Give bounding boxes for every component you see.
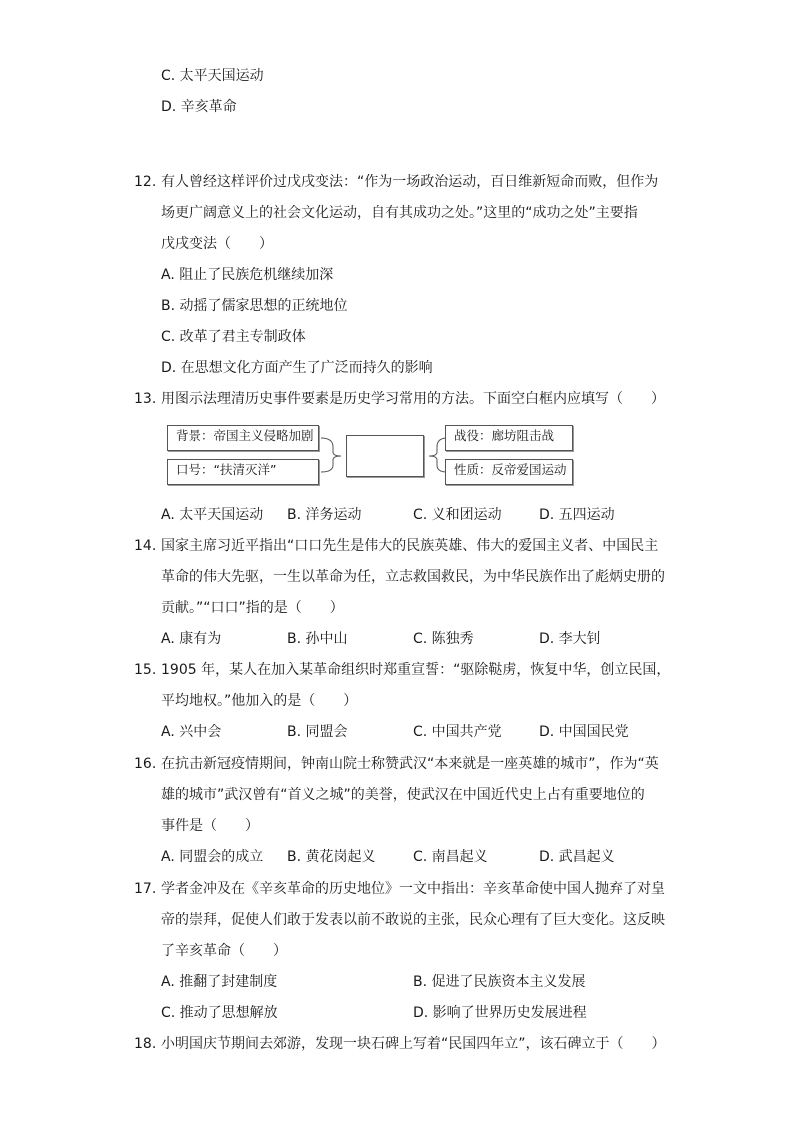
q12-stem-line: 场更广阔意义上的社会文化运动，自有其成功之处。”这里的“成功之处”主要指 (161, 205, 638, 221)
q18-number: 18. (134, 1036, 157, 1052)
q13-diagram (163, 423, 577, 489)
left-brace (319, 423, 349, 489)
q11-option-d: D. 辛亥革命 (161, 99, 237, 115)
q12-stem-line: 有人曾经这样评价过戊戌变法：“作为一场政治运动，百日维新短命而败，但作为 (161, 174, 659, 190)
q13-stem-line: 用图示法理清历史事件要素是历史学习常用的方法。下面空白框内应填写（ ） (161, 391, 665, 407)
q16-stem-line: 事件是（ ） (161, 818, 259, 834)
q14-option-c: C. 陈独秀 (413, 631, 474, 647)
q17-stem-line: 帝的崇拜，促使人们敢于发表以前不敢说的主张，民众心理有了巨大变化。这反映 (161, 912, 665, 928)
q13-option-d: D. 五四运动 (539, 507, 615, 523)
q16-stem-line: 雄的城市”武汉曾有“首义之城”的美誉，使武汉在中国近代史上占有重要地位的 (161, 787, 645, 803)
q15-number: 15. (134, 662, 157, 678)
q12-option-d: D. 在思想文化方面产生了广泛而持久的影响 (161, 360, 433, 376)
q17-option-a: A. 推翻了封建制度 (161, 974, 278, 990)
diagram-nature-box: 性质：反帝爱国运动 (445, 459, 573, 485)
q16-option-b: B. 黄花岗起义 (287, 849, 376, 865)
q16-option-c: C. 南昌起义 (413, 849, 488, 865)
q11-option-c: C. 太平天国运动 (161, 68, 264, 84)
q12-option-b: B. 动摇了儒家思想的正统地位 (161, 298, 348, 314)
q12-number: 12. (134, 174, 157, 190)
q18-stem-line: 小明国庆节期间去郊游，发现一块石碑上写着“民国四年立”，该石碑立于（ ） (161, 1036, 666, 1052)
q15-stem-line: 平均地权。”他加入的是（ ） (161, 693, 358, 709)
q13-option-c: C. 义和团运动 (413, 507, 502, 523)
q14-number: 14. (134, 538, 157, 554)
diagram-battle-box: 战役：廊坊阻击战 (445, 425, 573, 451)
q13-option-b: B. 洋务运动 (287, 507, 362, 523)
q12-option-c: C. 改革了君主专制政体 (161, 329, 306, 345)
q17-option-b: B. 促进了民族资本主义发展 (413, 974, 586, 990)
q17-number: 17. (134, 881, 157, 897)
q15-option-b: B. 同盟会 (287, 724, 348, 740)
q14-stem-line: 革命的伟大先驱，一生以革命为任，立志救国救民，为中华民族作出了彪炳史册的 (161, 569, 665, 585)
diagram-slogan-box: 口号：“扶清灭洋” (167, 459, 319, 485)
diagram-blank-center-box (346, 435, 424, 477)
q14-stem-line: 贡献。”“口口”指的是（ ） (161, 600, 344, 616)
q16-option-a: A. 同盟会的成立 (161, 849, 264, 865)
q15-option-d: D. 中国国民党 (539, 724, 629, 740)
q17-option-d: D. 影响了世界历史发展进程 (413, 1005, 587, 1021)
q16-option-d: D. 武昌起义 (539, 849, 615, 865)
q14-stem-line: 国家主席习近平指出“口口先生是伟大的民族英雄、伟大的爱国主义者、中国民主 (161, 538, 659, 554)
q12-stem-line: 戊戌变法（ ） (161, 236, 273, 252)
q12-option-a: A. 阻止了民族危机继续加深 (161, 267, 334, 283)
q14-option-b: B. 孙中山 (287, 631, 348, 647)
q17-option-c: C. 推动了思想解放 (161, 1005, 278, 1021)
q13-number: 13. (134, 391, 157, 407)
q14-option-a: A. 康有为 (161, 631, 222, 647)
q17-stem-line: 学者金冲及在《辛亥革命的历史地位》一文中指出：辛亥革命使中国人抛弃了对皇 (161, 881, 665, 897)
q15-stem-line: 1905 年，某人在加入某革命组织时郑重宣誓：“驱除鞑虏，恢复中华，创立民国， (161, 662, 671, 678)
q14-option-d: D. 李大钊 (539, 631, 601, 647)
q13-option-a: A. 太平天国运动 (161, 507, 264, 523)
q16-stem-line: 在抗击新冠疫情期间，钟南山院士称赞武汉“本来就是一座英雄的城市”，作为“英 (161, 756, 659, 772)
q17-stem-line: 了辛亥革命（ ） (161, 943, 287, 959)
diagram-background-box: 背景：帝国主义侵略加剧 (167, 425, 319, 451)
q15-option-a: A. 兴中会 (161, 724, 222, 740)
q15-option-c: C. 中国共产党 (413, 724, 502, 740)
q16-number: 16. (134, 756, 157, 772)
